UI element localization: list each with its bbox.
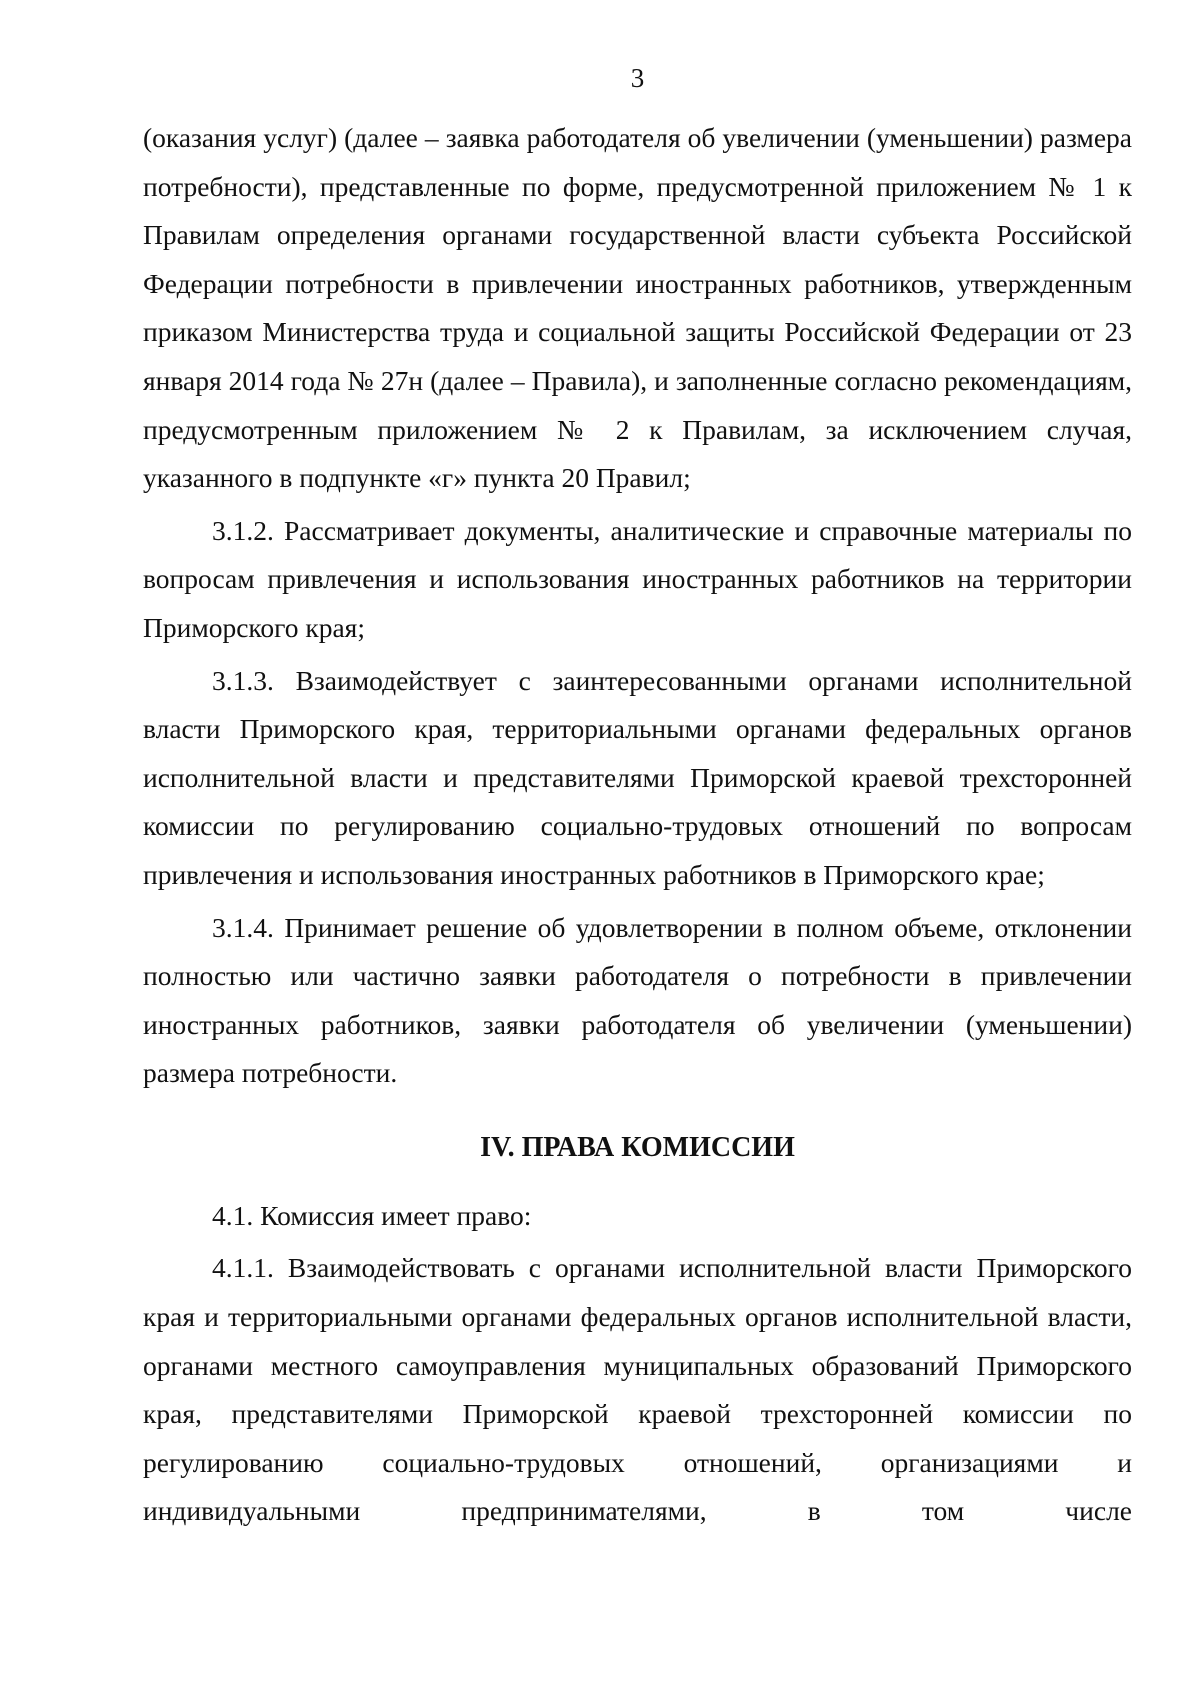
paragraph-continuation: (оказания услуг) (далее – заявка работодателя об увеличении (уменьшении) размера потребности), представленные по форме, предусмотренной приложением № 1 к Правилам определения органами государственной власти субъекта Российской Федерации потребности в привлечении иностранных работников, утвержденным приказом Министерства труда и социальной защиты Российской Федерации от 23 января 2014 года № 27н (далее – Правила), и заполненные согласно рекомендациям, предусмотренным приложением № 2 к Правилам, за исключением случая, указанного в подпункте «г» пункта 20 Правил; — [143, 122, 1132, 494]
section-heading: IV. ПРАВА КОМИССИИ — [480, 1131, 795, 1163]
paragraph-4-1: 4.1. Комиссия имеет право: — [212, 1199, 532, 1231]
page-number: 3 — [630, 63, 645, 93]
paragraph-3-1-3: 3.1.3. Взаимодействует с заинтересованными органами исполнительной власти Приморского края, территориальными органами федеральных органов исполнительной власти и представителями Приморской краевой трехсторонней комиссии по регулированию социально-трудовых отношений по вопросам привлечения и использования иностранных работников в Приморского крае; — [143, 664, 1132, 890]
paragraph-3-1-4: 3.1.4. Принимает решение об удовлетворении в полном объеме, отклонении полностью или частично заявки работодателя о потребности в привлечении иностранных работников, заявки работодателя об увеличении (уменьшении) размера потребности. — [143, 911, 1132, 1089]
paragraph-4-1-1: 4.1.1. Взаимодействовать с органами исполнительной власти Приморского края и территориальными органами федеральных органов исполнительной власти, органами местного самоуправления муниципальных образований Приморского края, представителями Приморской краевой трехсторонней комиссии по регулированию социально-трудовых отношений, организациями и индивидуальными предпринимателями, в том числе — [143, 1252, 1132, 1527]
document-page — [143, 60, 1132, 1540]
paragraph-3-1-2: 3.1.2. Рассматривает документы, аналитические и справочные материалы по вопросам привлечения и использования иностранных работников на территории Приморского края; — [143, 514, 1132, 643]
